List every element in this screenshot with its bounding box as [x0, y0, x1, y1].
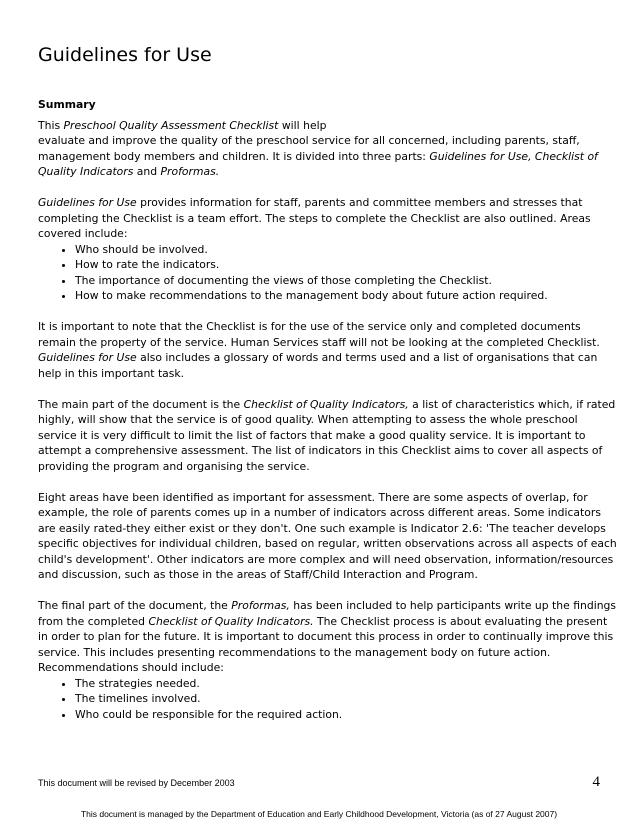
text-run: also includes a glossary of words and terms used and a list of organisations that can help in this important task.: [38, 351, 598, 380]
checklist-italic: Checklist of Quality Indicators.: [148, 614, 314, 628]
text-run: provides information for staff, parents and committee members and stresses that completing the Checklist is a team effort. The steps to complete the Checklist are also outlined. Areas covered include:: [38, 196, 591, 240]
list-item: • The strategies needed.: [75, 676, 618, 692]
guidelines-italic: Guidelines for Use: [38, 351, 137, 364]
text-run: This: [38, 118, 64, 132]
text-run: The main part of the document is the: [38, 397, 244, 411]
text-run: The final part of the document, the: [38, 599, 232, 612]
proformas-paragraph: [38, 598, 618, 676]
guidelines-italic: Guidelines for Use: [38, 196, 137, 209]
property-paragraph: [38, 319, 618, 381]
document-body: [38, 97, 618, 738]
checklist-paragraph: [38, 397, 618, 475]
guidelines-paragraph: [38, 195, 618, 242]
text-run: evaluate and improve the quality of the preschool service for all concerned, including parents, staff, management body members and children. It is divided into three parts:: [38, 134, 580, 163]
text-run: will help: [278, 118, 327, 132]
proformas-italic: Proformas,: [231, 599, 290, 612]
list-item: • Who should be involved.: [75, 242, 618, 258]
page-number: 4: [592, 774, 600, 790]
recommendations-list: [38, 676, 618, 723]
parts-italic: Guidelines for Use, Checklist of Quality Indicators: [38, 149, 598, 178]
list-item: • How to rate the indicators.: [75, 257, 618, 273]
summary-heading: Summary: [38, 98, 96, 111]
list-item: • Who could be responsible for the required action.: [75, 707, 618, 723]
revision-note: This document will be revised by December 2003: [38, 778, 235, 788]
intro-paragraph: [38, 118, 618, 180]
checklist-italic: Checklist of Quality Indicators,: [243, 397, 409, 411]
page-title: Guidelines for Use: [38, 44, 212, 66]
text-run: The Checklist process is about evaluating the present in order to plan for the future. It is important to document this process in order to continually improve this service. This includes presenting recommendations to the management body on future action. Recommendations should include:: [38, 614, 614, 674]
eight-areas-paragraph: Eight areas have been identified as important for assessment. There are some aspects of overlap, for example, the role of parents comes up in a number of indicators across different areas. Some indicators are easily rated-they either exist or they don't. One such example is Indicator 2.6: 'The teacher develops specific objectives for individual children, based on regular, written observations across all aspects of each child's development'. Other indicators are more complex and will need observation, information/resources and discussion, such as those in the areas of Staff/Child Interaction and Program.: [38, 490, 617, 581]
text-run: It is important to note that the Checklist is for the use of the service only and completed documents remain the property of the service. Human Services staff will not be looking at the completed Checklist.: [38, 320, 600, 349]
areas-covered-list: [38, 242, 618, 304]
proformas-italic: Proformas.: [160, 165, 220, 178]
list-item: • The timelines involved.: [75, 691, 618, 707]
checklist-title-italic: Preschool Quality Assessment Checklist: [63, 118, 279, 132]
list-item: • How to make recommendations to the management body about future action required.: [75, 288, 618, 304]
list-item: • The importance of documenting the views of those completing the Checklist.: [75, 273, 618, 289]
text-run: has been included to help participants write up the findings from the completed: [38, 599, 617, 628]
managed-by-note: This document is managed by the Department of Education and Early Childhood Development, Victoria (as of 27 August 2007): [80, 809, 558, 819]
text-run: and: [133, 165, 161, 178]
text-run: a list of characteristics which, if rated highly, will show that the service is of good quality. When attempting to assess the whole preschool service it is very difficult to limit the list of factors that make a good quality service. It is important to attempt a comprehensive assessment. The list of indicators in this Checklist aims to cover all aspects of providing the program and organising the service.: [38, 397, 616, 473]
